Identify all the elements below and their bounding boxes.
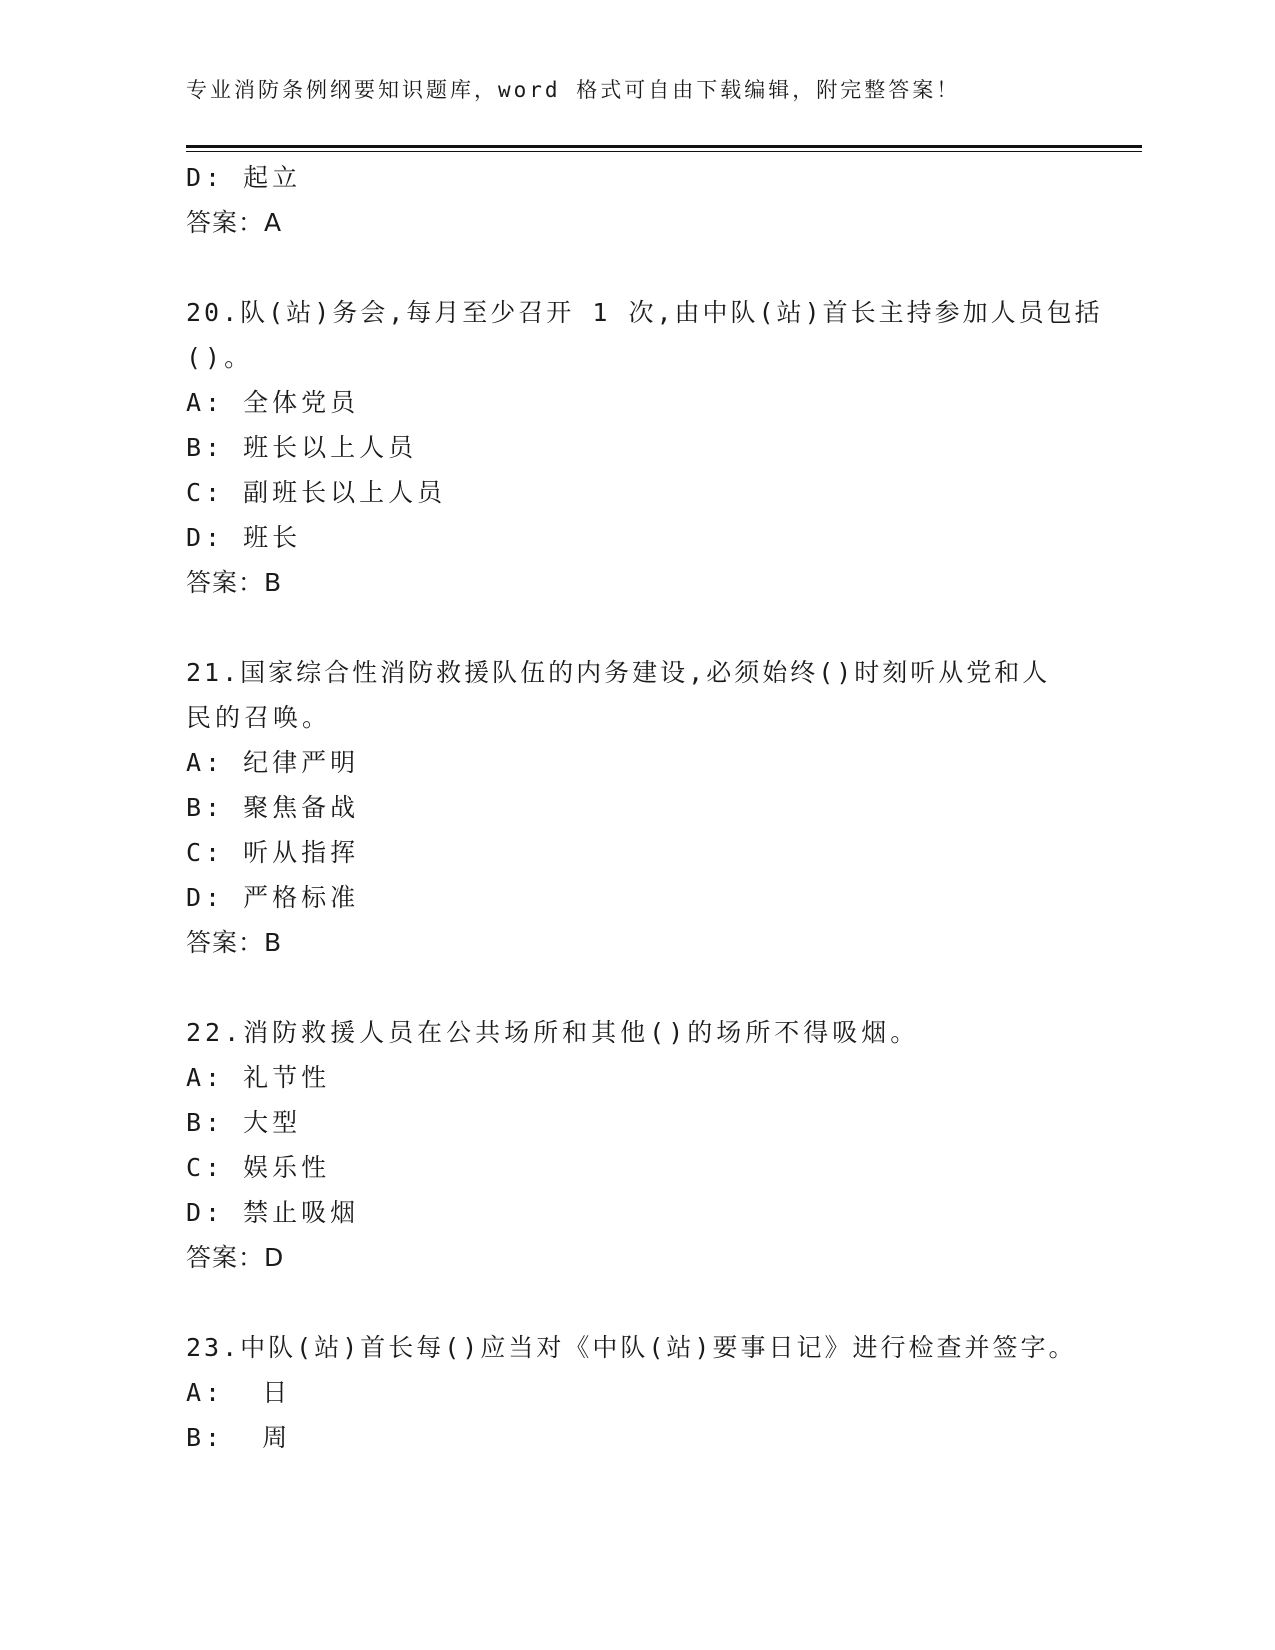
spacer [186, 605, 1086, 650]
option-b: B: 周 [186, 1423, 292, 1452]
option-a: A: 全体党员 [186, 388, 360, 417]
option-c: C: 副班长以上人员 [186, 478, 447, 507]
option-d: D: 严格标准 [186, 883, 360, 912]
question-20 [186, 290, 1103, 605]
question-text-cont: ()。 [186, 343, 254, 372]
header-rule-thin [186, 151, 1142, 152]
option-a: A: 纪律严明 [186, 748, 360, 777]
question-text: 21.国家综合性消防救援队伍的内务建设,必须始终()时刻听从党和人 [186, 658, 1051, 687]
spacer [186, 245, 1086, 290]
answer: 答案：B [186, 568, 283, 597]
answer: 答案：B [186, 928, 283, 957]
option-a: A: 日 [186, 1378, 292, 1407]
question-text: 20.队(站)务会,每月至少召开 1 次,由中队(站)首长主持参加人员包括 [186, 298, 1103, 327]
option-d: D: 班长 [186, 523, 302, 552]
question-text: 23.中队(站)首长每()应当对《中队(站)要事日记》进行检查并签字。 [186, 1333, 1077, 1362]
answer: 答案：D [186, 1243, 285, 1272]
option-b: B: 班长以上人员 [186, 433, 418, 462]
question-23 [186, 1325, 1086, 1460]
option-b: B: 聚焦备战 [186, 793, 360, 822]
page-header: 专业消防条例纲要知识题库，word 格式可自由下载编辑，附完整答案！ [186, 78, 961, 102]
option-c: C: 听从指挥 [186, 838, 360, 867]
prev-answer: 答案：A [186, 208, 283, 237]
question-22 [186, 1010, 1086, 1280]
question-text-cont: 民的召唤。 [186, 703, 332, 732]
spacer [186, 1280, 1086, 1325]
question-text: 22.消防救援人员在公共场所和其他()的场所不得吸烟。 [186, 1018, 920, 1047]
option-d: D: 禁止吸烟 [186, 1198, 360, 1227]
spacer [186, 965, 1086, 1010]
option-b: B: 大型 [186, 1108, 302, 1137]
option-c: C: 娱乐性 [186, 1153, 331, 1182]
document-body [186, 155, 1103, 1460]
prev-option-d: D: 起立 [186, 163, 302, 192]
question-21 [186, 650, 1086, 965]
option-a: A: 礼节性 [186, 1063, 331, 1092]
header-rule-thick [186, 145, 1142, 148]
